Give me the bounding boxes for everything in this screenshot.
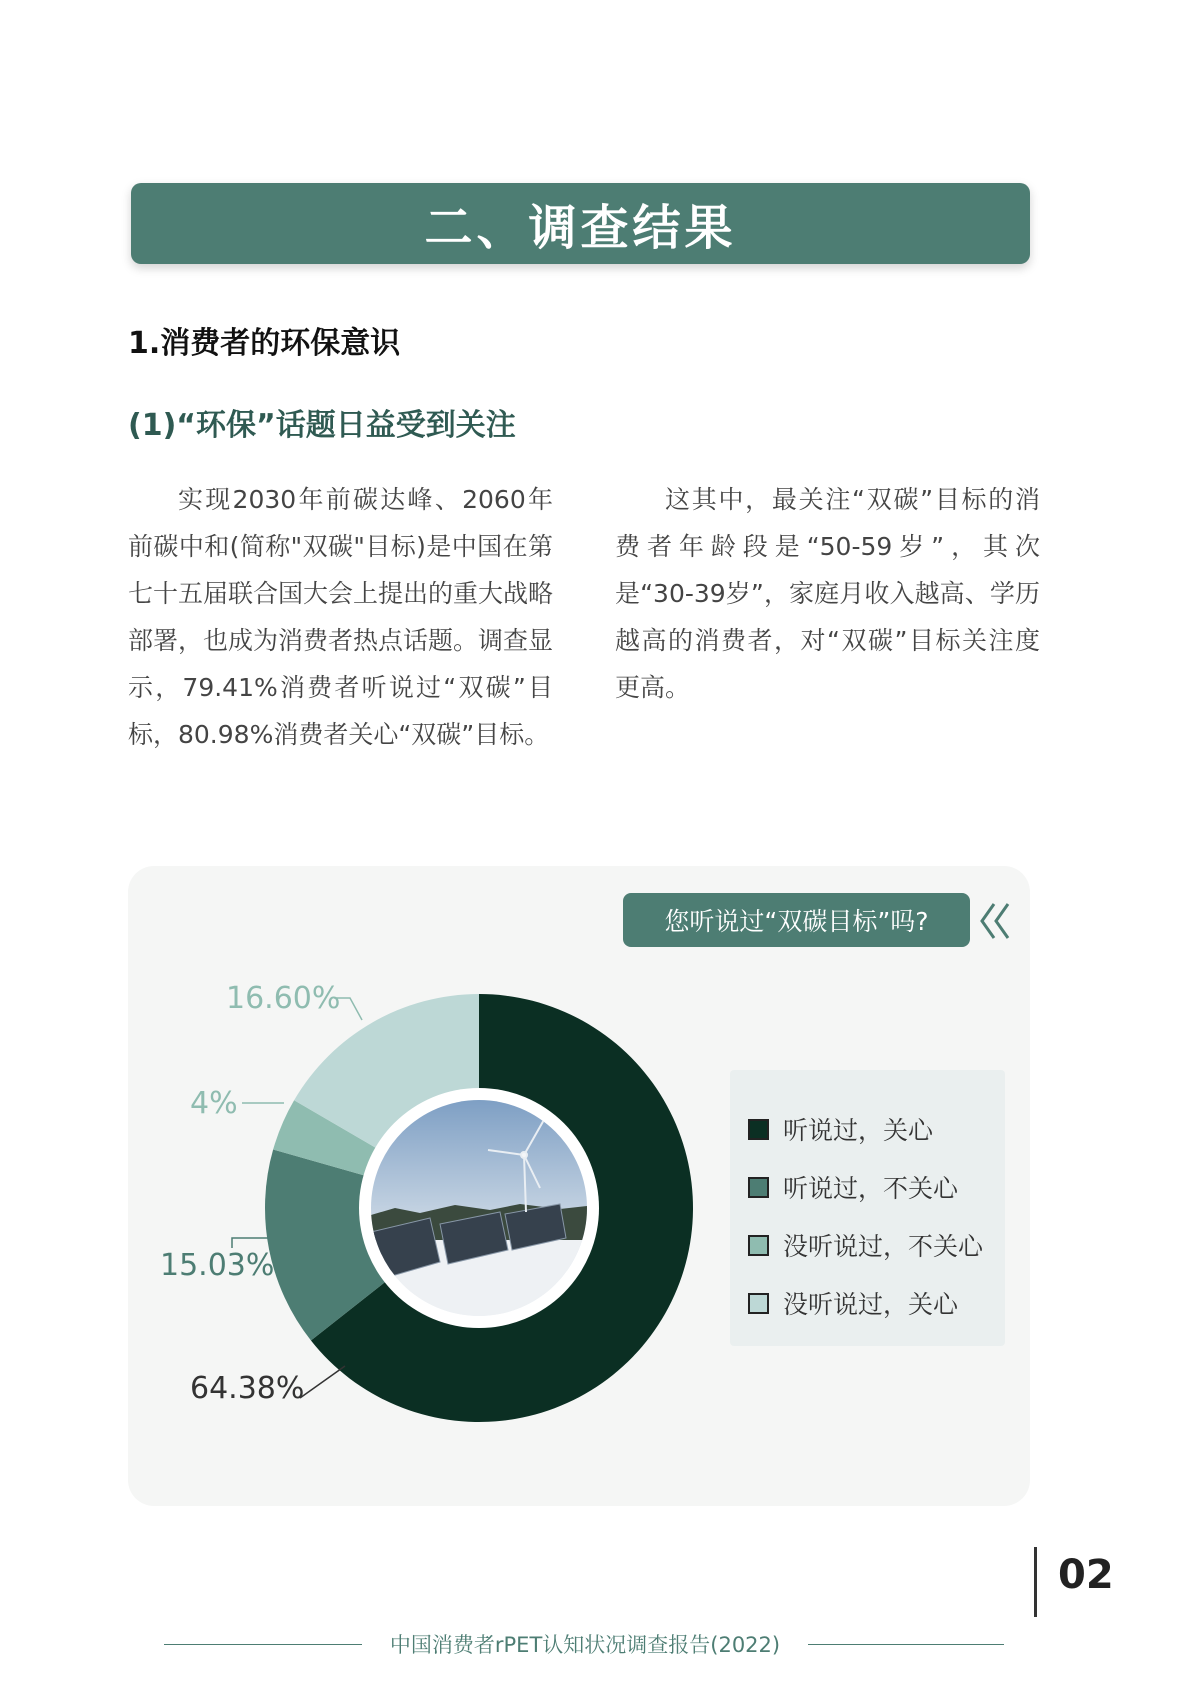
legend-label: 听说过，关心 bbox=[783, 1116, 934, 1145]
leader-line-heard-not-care bbox=[232, 1238, 268, 1248]
footer-rule-left bbox=[164, 1644, 362, 1645]
legend-swatch bbox=[748, 1293, 769, 1314]
footer-rule-right bbox=[808, 1644, 1004, 1645]
paragraph-right: 这其中，最关注“双碳”目标的消费者年龄段是“50-59岁”，其次是“30-39岁”，家庭月收入越高、学历越高的消费者，对“双碳”目标关注度更高。 bbox=[615, 485, 1040, 702]
legend-label: 听说过，不关心 bbox=[783, 1174, 959, 1203]
legend-swatch bbox=[748, 1119, 769, 1140]
chart-title-text: 您听说过“双碳目标”吗? bbox=[664, 907, 929, 936]
subsection-heading: (1)“环保”话题日益受到关注 bbox=[128, 408, 516, 443]
page-number: 02 bbox=[1058, 1552, 1114, 1598]
legend-item-heard-not-care bbox=[748, 1172, 958, 1202]
data-label-not-heard-care: 16.60% bbox=[226, 981, 341, 1016]
legend-item-not-heard-care bbox=[748, 1288, 958, 1318]
section-heading: 1.消费者的环保意识 bbox=[128, 326, 401, 361]
legend-item-heard-care bbox=[748, 1114, 933, 1144]
legend-item-not-heard-not-care bbox=[748, 1230, 983, 1260]
page-number-rule bbox=[1034, 1547, 1037, 1617]
chart-legend bbox=[730, 1070, 1005, 1346]
center-photo bbox=[371, 1100, 587, 1316]
banner-title: 二、调查结果 bbox=[424, 200, 737, 256]
data-label-heard-care: 64.38% bbox=[190, 1371, 305, 1406]
paragraph-left: 实现2030年前碳达峰、2060年前碳中和(简称"双碳"目标)是中国在第七十五届联合国大会上提出的重大战略部署，也成为消费者热点话题。调查显示，79.41%消费者听说过“双碳”目标，80.98%消费者关心“双碳”目标。 bbox=[128, 485, 554, 749]
legend-label: 没听说过，关心 bbox=[783, 1290, 959, 1319]
legend-label: 没听说过，不关心 bbox=[783, 1232, 984, 1261]
data-label-not-heard-not-care: 4% bbox=[190, 1086, 238, 1121]
data-label-heard-not-care: 15.03% bbox=[160, 1248, 275, 1283]
footer-title: 中国消费者rPET认知状况调查报告(2022) bbox=[389, 1633, 781, 1657]
legend-swatch bbox=[748, 1177, 769, 1198]
legend-swatch bbox=[748, 1235, 769, 1256]
leader-line-heard-care bbox=[300, 1366, 345, 1398]
